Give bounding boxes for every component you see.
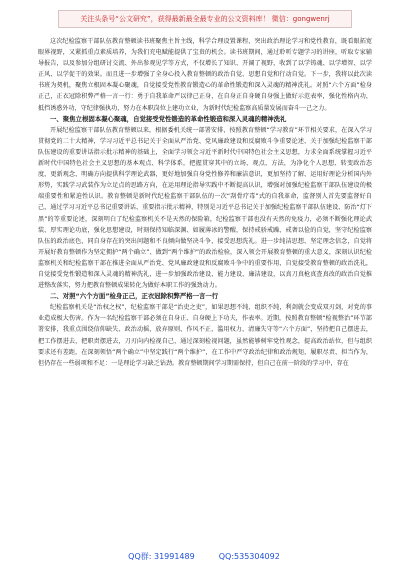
paragraph-intro: 这次纪检监察干部队伍教育整顿读书班聚焦主旨主线，科学合理设置课程，突出政治理论学习和党性教育，既看眼拓宽眼界视野，又紧抓重点素质培养，为我们充电赋能提供了宝贵的机会。读书班期间，通过聆听专题学习的讲座，听取专家辅导报告，以及参加分组研讨交流、外出参观见学等方式，不仅增长了知识、开阔了视野，收到了以学铸魂、以学增智、以学正风、以学促干的效果。而且进一步增强了全身心投入教育整顿的政治自觉、思想自觉和行动自觉。下一步，我将以此次读书班为契机，聚焦立根固本凝心聚魂，自觉接受党性教育锻造心的革命性锻造和深入灵魂的精神洗礼。对照“六个方面”检身正己，正衣冠除积弊严格一言一行：勇于自我革命严以律己正身，在自身正自身硬自身强上做好示范表率，强化性格内功，抵挡诱惑外功，守纪律强执功，努力在本职岗位上建功立业，为新时代纪检监察高质量发展而奋斗一己之力。 [38, 38, 372, 112]
footer-qq-group: QQ群: 31991489 [128, 552, 195, 561]
document-body [38, 36, 372, 369]
footer-contact [0, 551, 408, 563]
paragraph-section-1: 开展纪检监察干部队伍教育整顿以来，根据委机关统一部署安排，按照教育整顿“学习教育”环节相关要求，在深入学习贯彻党的二十大精神，学习习近平总书记关于全面从严治党、党风廉政建设和反腐败斗争重要论述、关于加强纪检监察干部队伍建设的重要讲话指示批示精神的基础上，全面学习领会习近平新时代中国特色社会主义思想，力求全面系统掌握习近平新时代中国特色社会主义思想的基本观点、科学体系，把握贯穿其中的立场、观点、方法，为净化个人思想、转变政治态度、更新观念、明确方向提供科学理论武器，更好地加强自身党性修养和廉洁意识，更加坚持了解、运用好理论分析国内外形势，实践学习武装作为立足点的思路方向，在运用理论指导实践中不断提高认识，增强对加强纪检监察干部队伍建设的极端重要性和紧迫性认识。教育整顿是新时代纪检监察干部队伍的一次“刮骨疗毒”式的自我革命，监督别人首先要监督好自己，通过学习习近平总书记重要讲话、重要指示批示精神，特别是习近平总书记关于加强纪检监察干部队伍建设、防治“灯下黑”的等重要论述，深刻明白了纪检监察机关不是天然的保险箱，纪检监察干部也没有天然的免疫力，必须不断强化理论武装、厚实理论功底，强化思想建设，时刻保持知临深渊、如履薄冰的警醒，保持戒骄戒躁、戒奢以俭的自觉，坚守纪检监察队伍的政治底色，同自身存在的突出问题和不良倾向做坚决斗争，接受思想洗礼。进一步纯洁思想、坚定理念信念，自觉将开展好教育整顿作为坚定拥护“两个确立”、做到“两个维护”的政治检验，深入领会开展教育整顿的重大意义，深刻认识纪检监察机关和纪检监察干部在推进全面从严治党、党风廉政建设和反腐败斗争中的重要作用，自觉接受教育整顿的政治洗礼，自觉接受党性锻造和深入灵魂的精神洗礼，进一步加强政治建设、能力建设、廉洁建设，以真刀真枪真查真改的政治自觉推进整改落实，努力把教育整顿成果转化为做好本职工作的强劲动力。 [38, 126, 372, 290]
footer-qq: QQ:535304092 [218, 552, 280, 561]
banner-notice: 关注头条号“公文研究”，获得最新最全最专业的公文资料库！ 微信：gongwenrj [58, 10, 352, 28]
paragraph-section-2: 纪检监察机关是“治权之权”，纪检监察干部是“治吏之吏”，如果思想不纯、组织不纯，利剑就会变成双刃剑，对党的事业造成极大伤害。作为一名纪检监察干部必须在自身正、自身硬上下功夫，作表率。近期，按照教育整顿“检视整治”环节部署安排，我重点围绕信仰缺失、政治动摇，放弃原则、作风不正，滥用权力、清廉失守等“六个方面”，坚持把自己摆进去，把工作摆进去，把职责摆进去，刀刃向内检视自己，通过深刻检视问题，虽然能够树牢党性观念，提高政治站位，但与组织要求还有差距，在深刻领悟“两个确立”中坚定践行“两个维护”，在工作中严守政治纪律和政治规矩，履职尽责、担当作为，但仍存在一些弱项和不足：一是理论学习缺乏钻劲。教育整顿期间学习期需保持，但自己在前一阶段的学习中，存在 [38, 304, 372, 367]
section-heading-1: 一、聚焦立根固本凝心聚魂，自觉接受党性锻造的革命性锻造和深入灵魂的精神洗礼 [50, 114, 287, 123]
section-heading-2: 二、对照“六个方面”检身正己，正衣冠除积弊严格一言一行 [50, 292, 219, 301]
